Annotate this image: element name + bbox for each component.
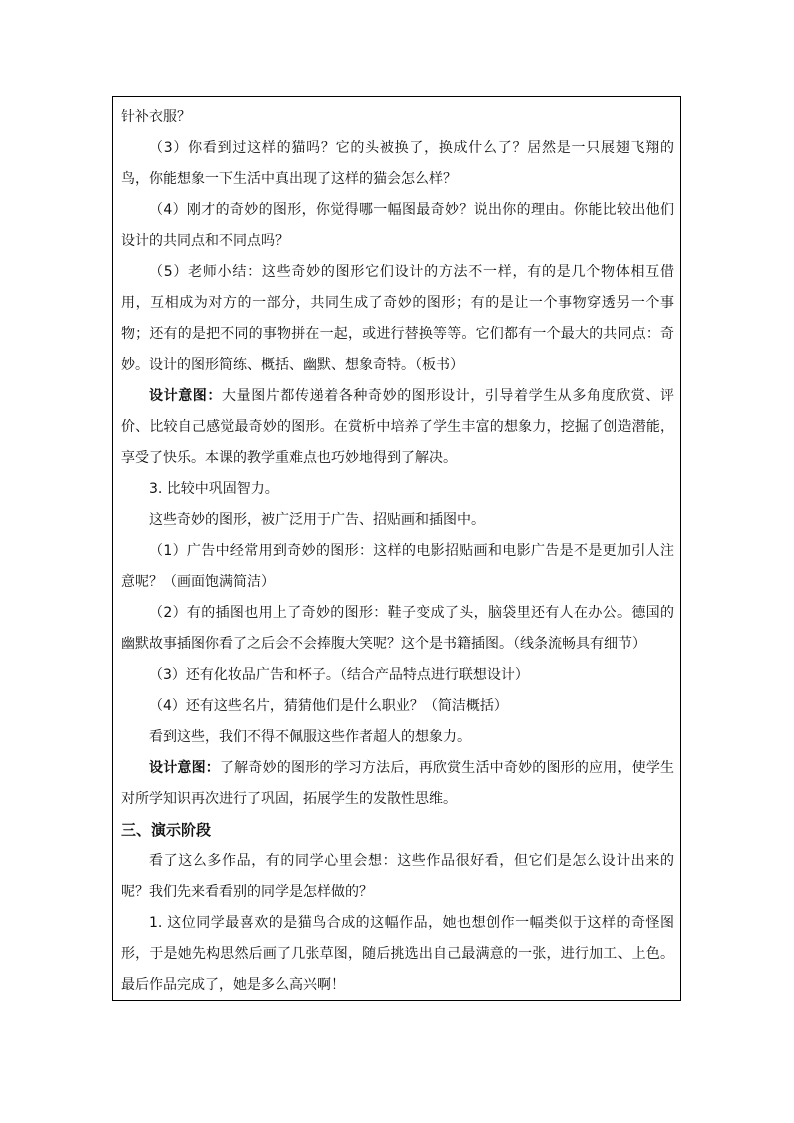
design-intent-paragraph: [121, 381, 674, 474]
paragraph: （3）还有化妆品广告和杯子。（结合产品特点进行联想设计）: [149, 667, 529, 683]
paragraph: （2）有的插图也用上了奇妙的图形：鞋子变成了头，脑袋里还有人在办公。德国的幽默故事插图你看了之后会不会捧腹大笑呢？这个是书籍插图。（线条流畅具有细节）: [121, 605, 674, 652]
paragraph: （3）你看到过这样的猫吗？它的头被换了，换成什么了？居然是一只展翅飞翔的鸟，你能想象一下生活中真出现了这样的猫会怎么样？: [121, 140, 674, 187]
section-heading: 三、演示阶段: [121, 821, 212, 839]
design-intent-text: 大量图片都传递着各种奇妙的图形设计，引导着学生从多角度欣赏、评价、比较自己感觉最奇妙的图形。在赏析中培养了学生丰富的想象力，挖掘了创造潜能，享受了快乐。本课的教学重难点也巧妙地得到了解决。: [121, 388, 674, 466]
paragraph: （1）广告中经常用到奇妙的图形：这样的电影招贴画和电影广告是不是更加引人注意呢？（画面饱满简洁）: [121, 543, 674, 590]
paragraph: 这些奇妙的图形，被广泛用于广告、招贴画和插图中。: [149, 512, 485, 528]
paragraph: （5）老师小结：这些奇妙的图形它们设计的方法不一样，有的是几个物体相互借用，互相成为对方的一部分，共同生成了奇妙的图形；有的是让一个事物穿透另一个事物；还有的是把不同的事物拼在一起，或进行替换等等。它们都有一个最大的共同点：奇妙。设计的图形简练、概括、幽默、想象奇特。（板书）: [121, 264, 674, 373]
design-intent-paragraph: [121, 753, 674, 815]
paragraph: （4）还有这些名片，猜猜他们是什么职业？（简洁概括）: [149, 698, 508, 714]
design-intent-text: 了解奇妙的图形的学习方法后，再欣赏生活中奇妙的图形的应用，使学生对所学知识再次进行了巩固，拓展学生的发散性思维。: [121, 760, 675, 807]
paragraph: 1. 这位同学最喜欢的是猫鸟合成的这幅作品，她也想创作一幅类似于这样的奇怪图形，于是她先构思然后画了几张草图，随后挑选出自己最满意的一张，进行加工、上色。最后作品完成了，她是多么高兴啊！: [121, 915, 674, 993]
lesson-content: [113, 97, 680, 1001]
paragraph: 针补衣服？: [121, 109, 191, 125]
design-intent-label: 设计意图：: [149, 760, 220, 776]
paragraph: 看了这么多作品，有的同学心里会想：这些作品很好看，但它们是怎么设计出来的呢？我们先来看看别的同学是怎样做的？: [121, 853, 674, 900]
design-intent-label: 设计意图：: [149, 388, 222, 404]
paragraph: （4）刚才的奇妙的图形，你觉得哪一幅图最奇妙？说出你的理由。你能比较出他们设计的共同点和不同点吗？: [121, 202, 674, 249]
paragraph: 看到这些，我们不得不佩服这些作者超人的想象力。: [149, 729, 471, 745]
subheading: 3. 比较中巩固智力。: [149, 481, 279, 497]
table-cell-border: [112, 96, 681, 1001]
